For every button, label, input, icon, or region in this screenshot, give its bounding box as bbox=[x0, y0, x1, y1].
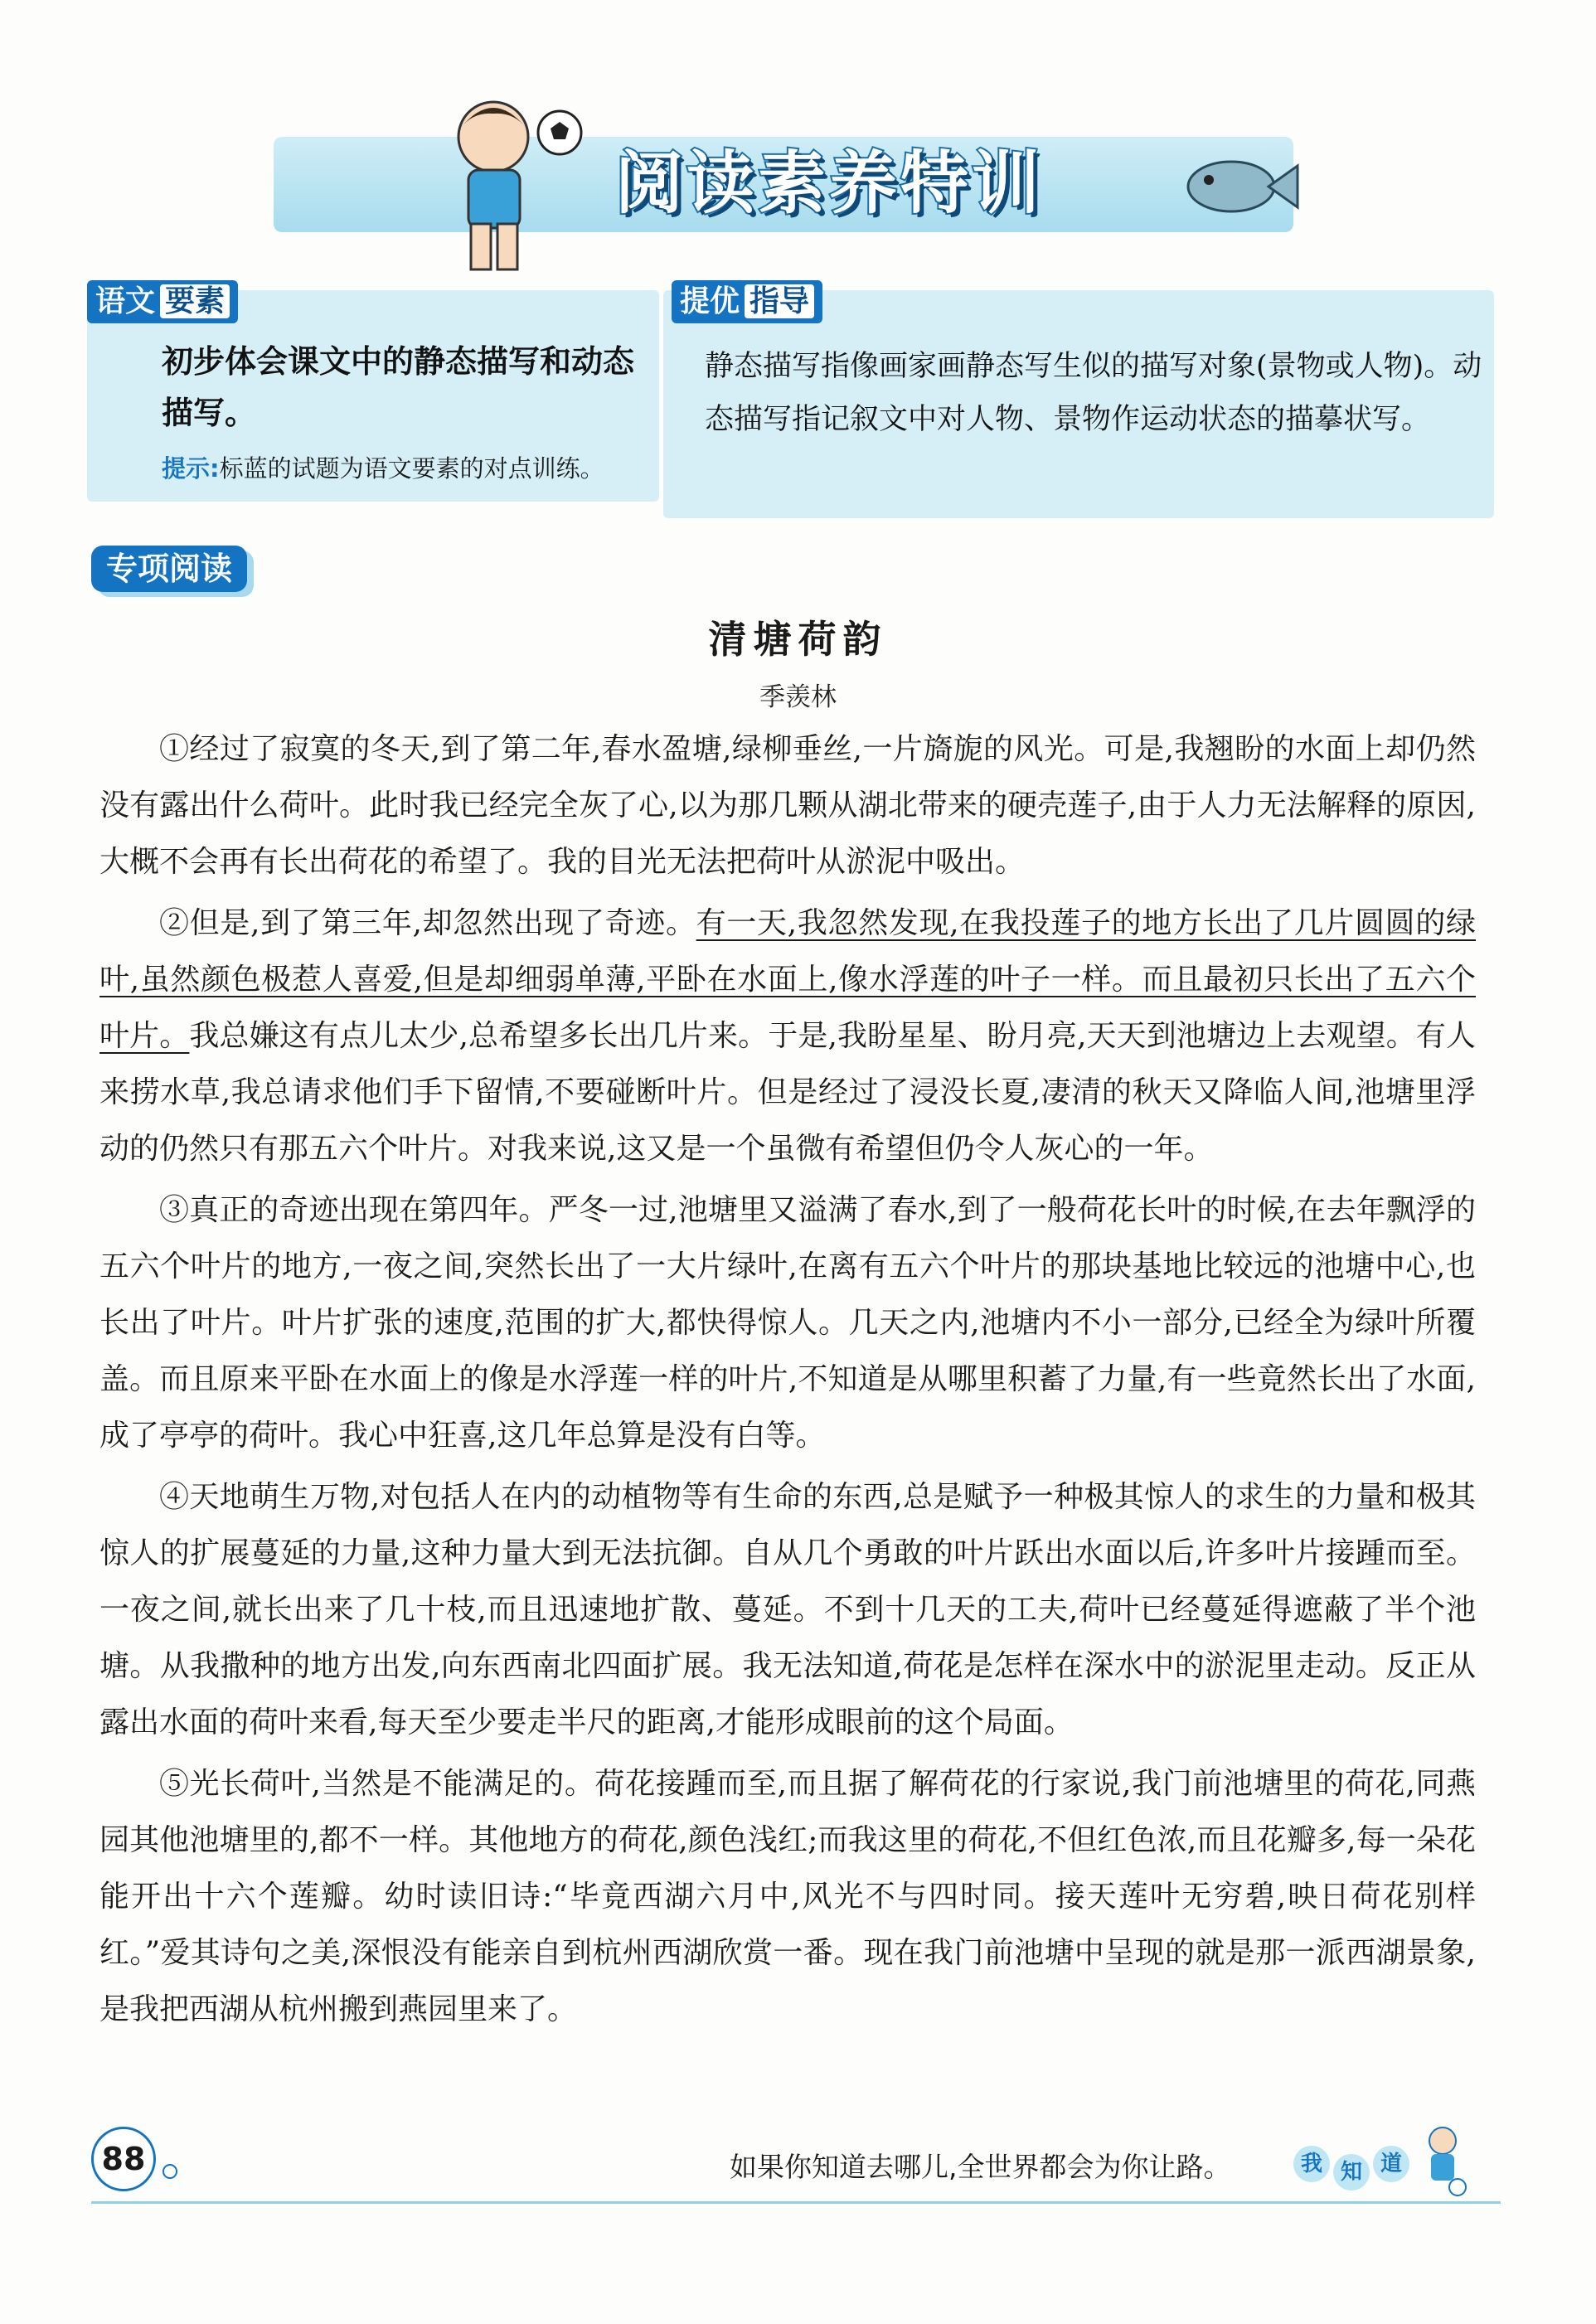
paragraph-5: ⑤光长荷叶,当然是不能满足的。荷花接踵而至,而且据了解荷花的行家说,我门前池塘里的荷花,同燕园其他池塘里的,都不一样。其他地方的荷花,颜色浅红;而我这里的荷花,不但红色浓,而且花瓣多,每一朵花能开出十六个莲瓣。幼时读旧诗:“毕竟西湖六月中,风光不与四时同。接天莲叶无穷碧,映日荷花别样红。”爱其诗句之美,深恨没有能亲自到杭州西湖欣赏一番。现在我门前池塘中呈现的就是那一派西湖景象,是我把西湖从杭州搬到燕园里来了。 bbox=[99, 1767, 1476, 2026]
language-elements-tag bbox=[87, 280, 238, 323]
footer-divider bbox=[91, 2201, 1501, 2204]
badge-char-2: 知 bbox=[1333, 2154, 1370, 2191]
fish-illustration bbox=[1177, 137, 1302, 228]
hint-line bbox=[162, 444, 659, 493]
paragraph-2-end: 我总嫌这有点儿太少,总希望多长出几片来。于是,我盼星星、盼月亮,天天到池塘边上去观望。有人来捞水草,我总请求他们手下留情,不要碰断叶片。但是经过了浸没长夏,凄清的秋天又降临人间,池塘里浮动的仍然只有那五六个叶片。对我来说,这又是一个虽微有希望但仍令人灰心的一年。 bbox=[99, 1019, 1476, 1166]
underlined-passage: 有一天,我忽然发现,在我投莲子的地方长出了几片圆圆的绿叶,虽然颜色极惹人喜爱,但是却细弱单薄,平卧在水面上,像水浮莲的叶子一样。而且最初只长出了五六个叶片。 bbox=[99, 906, 1477, 1053]
paragraph-3: ③真正的奇迹出现在第四年。严冬一过,池塘里又溢满了春水,到了一般荷花长叶的时候,在去年飘浮的五六个叶片的地方,一夜之间,突然长出了一大片绿叶,在离有五六个叶片的那块基地比较远的池塘中心,也长出了叶片。叶片扩张的速度,范围的扩大,都快得惊人。几天之内,池塘内不小一部分,已经全为绿叶所覆盖。而且原来平卧在水面上的像是水浮莲一样的叶片,不知道是从哪里积蓄了力量,有一些竟然长出了水面,成了亭亭的荷叶。我心中狂喜,这几年总算是没有白等。 bbox=[99, 1193, 1476, 1453]
page-title: 阅读素养特训 bbox=[614, 144, 1043, 223]
paragraph-1: ①经过了寂寞的冬天,到了第二年,春水盈塘,绿柳垂丝,一片旖旎的风光。可是,我翘盼的水面上却仍然没有露出什么荷叶。此时我已经完全灰了心,以为那几颗从湖北带来的硬壳莲子,由于人力无法解释的原因,大概不会再有长出荷花的希望了。我的目光无法把荷叶从淤泥中吸出。 bbox=[99, 732, 1476, 879]
footer-motto: 如果你知道去哪儿,全世界都会为你让路。 bbox=[730, 2151, 1231, 2183]
header-banner bbox=[274, 120, 1293, 261]
mascot-icon bbox=[1418, 2123, 1467, 2197]
article-title: 清塘荷韵 bbox=[708, 617, 888, 662]
article-body bbox=[99, 721, 1476, 2043]
tag-label-part1: 语文 bbox=[95, 284, 156, 318]
guidance-tag bbox=[672, 280, 822, 323]
tag-label-part2: 指导 bbox=[745, 284, 814, 318]
page-number-dot bbox=[163, 2164, 177, 2179]
tag-label-part1: 提优 bbox=[680, 284, 740, 318]
paragraph-2 bbox=[99, 895, 1476, 1177]
badge-char-3: 道 bbox=[1373, 2146, 1409, 2182]
tag-label-part2: 要素 bbox=[160, 284, 230, 318]
language-elements-text: 初步体会课文中的静态描写和动态描写。 bbox=[162, 343, 635, 431]
hint-text: 标蓝的试题为语文要素的对点训练。 bbox=[219, 454, 604, 483]
guidance-text: 静态描写指像画家画静态写生似的描写对象(景物或人物)。动态描写指记叙文中对人物、景物作运动状态的描摹状写。 bbox=[705, 350, 1482, 436]
section-label: 专项阅读 bbox=[91, 546, 247, 592]
boy-with-ball-illustration bbox=[423, 87, 597, 286]
page-number: 88 bbox=[91, 2127, 156, 2191]
paragraph-2-start: ②但是,到了第三年,却忽然出现了奇迹。 bbox=[159, 906, 696, 940]
footer-badge bbox=[1293, 2131, 1476, 2205]
article-author: 季羡林 bbox=[759, 682, 837, 712]
paragraph-4: ④天地萌生万物,对包括人在内的动植物等有生命的东西,总是赋予一种极其惊人的求生的力量和极其惊人的扩展蔓延的力量,这种力量大到无法抗御。自从几个勇敢的叶片跃出水面以后,许多叶片接踵而至。一夜之间,就长出来了几十枝,而且迅速地扩散、蔓延。不到十几天的工夫,荷叶已经蔓延得遮蔽了半个池塘。从我撒种的地方出发,向东西南北四面扩展。我无法知道,荷花是怎样在深水中的淤泥里走动。反正从露出水面的荷叶来看,每天至少要走半尺的距离,才能形成眼前的这个局面。 bbox=[99, 1480, 1476, 1739]
badge-char-1: 我 bbox=[1293, 2146, 1330, 2182]
hint-label: 提示: bbox=[162, 454, 220, 483]
